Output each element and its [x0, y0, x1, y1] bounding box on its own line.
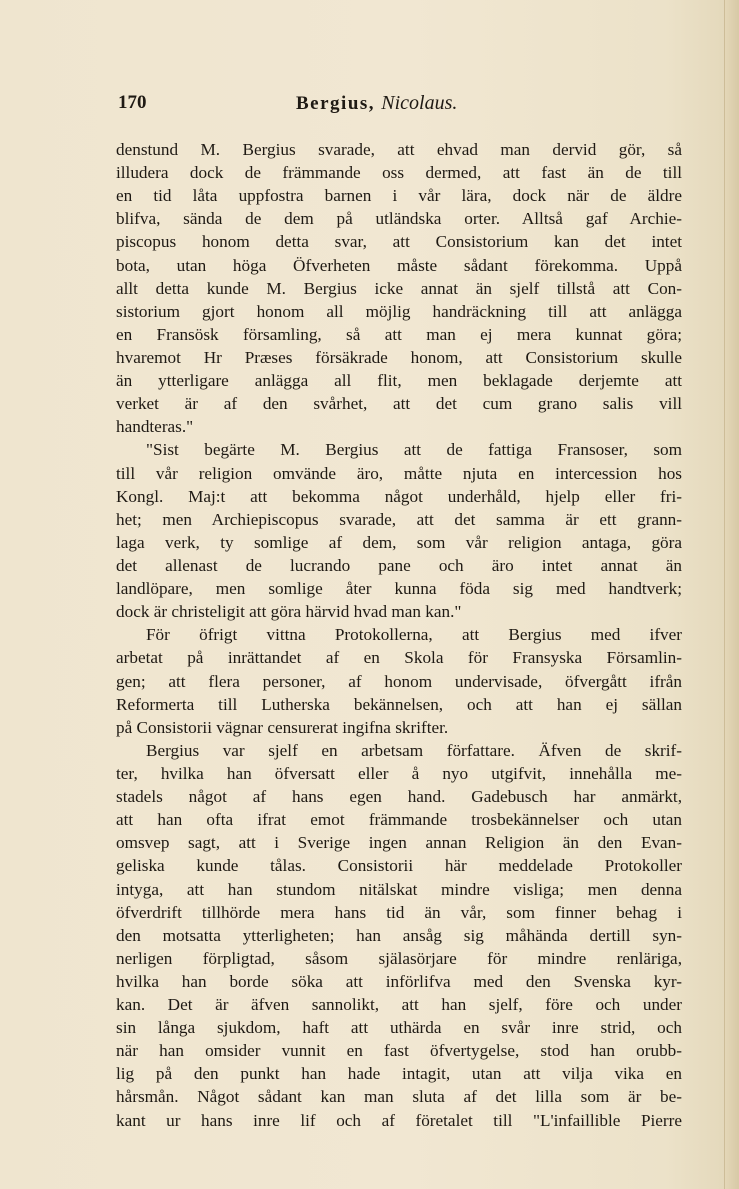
- text-line: hvaremot Hr Præses försäkrade honom, att Consistorium skulle: [116, 347, 682, 367]
- text-line: när han omsider vunnit en fast öfvertygelse, stod han orubb-: [116, 1041, 682, 1061]
- text-line: illudera dock de främmande oss dermed, att fast än de till: [116, 163, 682, 183]
- text-line: sin långa sjukdom, haft att uthärda en svår inre strid, och: [116, 1018, 682, 1038]
- text-line: Kongl. Maj:t att bekomma något underhåld, hjelp eller fri-: [116, 486, 682, 506]
- text-line: landlöpare, men somlige åter kunna föda sig med handtverk;: [116, 579, 682, 599]
- text-line: lig på den punkt han hade intagit, utan att vilja vika en: [116, 1064, 682, 1084]
- text-line: gen; att flera personer, af honom undervisade, öfvergått ifrån: [116, 671, 682, 691]
- text-line: denstund M. Bergius svarade, att ehvad man dervid gör, så: [116, 140, 682, 159]
- text-line: omsvep sagt, att i Sverige ingen annan Religion än den Evan-: [116, 833, 682, 853]
- text-line: "Sist begärte M. Bergius att de fattiga Fransoser, som: [146, 440, 682, 460]
- text-line: kan. Det är äfven sannolikt, att han sjelf, före och under: [116, 995, 682, 1015]
- text-line: hårsmån. Något sådant kan man sluta af det lilla som är be-: [116, 1087, 682, 1107]
- text-line: än ytterligare anlägga all flit, men beklagade derjemte att: [116, 371, 682, 391]
- text-line: öfverdrift tillhörde mera hans tid än vår, som finner behag i: [116, 902, 682, 922]
- text-line: att han ofta ifrat emot främmande trosbekännelser och utan: [116, 810, 682, 830]
- text-line: kant ur hans inre lif och af företalet till "L'infaillible Pierre: [116, 1110, 682, 1130]
- text-line: intyga, att han stundom nitälskat mindre visliga; men denna: [116, 879, 682, 899]
- page-number: 170: [118, 92, 147, 113]
- text-line: hvilka han borde söka att införlifva med den Svenska kyr-: [116, 971, 682, 991]
- text-line: det allenast de lucrando pane och äro intet annat än: [116, 555, 682, 575]
- text-line: blifva, sända de dem på utländska orter. Alltså gaf Archie-: [116, 209, 682, 229]
- running-head-name: Nicolaus.: [381, 92, 458, 114]
- text-line: stadels något af hans egen hand. Gadebusch har anmärkt,: [116, 787, 682, 807]
- text-line: arbetat på inrättandet af en Skola för Fransyska Församlin-: [116, 648, 682, 668]
- text-line: en tid låta uppfostra barnen i vår lära, dock när de äldre: [116, 186, 682, 206]
- text-line: Reformerta till Lutherska bekännelsen, och att han ej sällan: [116, 694, 682, 714]
- text-line: För öfrigt vittna Protokollerna, att Bergius med ifver: [146, 625, 682, 645]
- text-line: bota, utan höga Öfverheten måste sådant förekomma. Uppå: [116, 255, 682, 275]
- text-line: handteras.": [116, 417, 194, 437]
- body-text: [116, 138, 682, 1132]
- page-header: [118, 92, 518, 122]
- text-line: ter, hvilka han öfversatt eller å nyo utgifvit, innehålla me-: [116, 763, 682, 783]
- text-line: laga verk, ty somlige af dem, som vår religion antaga, göra: [116, 532, 682, 552]
- text-line: verket är af den svårhet, att det cum grano salis vill: [116, 394, 682, 414]
- text-line: på Consistorii vägnar censurerat ingifna skrifter.: [116, 717, 449, 737]
- running-head-author: Bergius,: [296, 93, 376, 114]
- text-line: den motsatta ytterligheten; han ansåg sig måhända dertill syn-: [116, 925, 682, 945]
- text-line: en Fransösk församling, så att man ej mera kunnat göra;: [116, 324, 682, 344]
- text-line: nerligen förpligtad, såsom själasörjare för mindre renläriga,: [116, 948, 682, 968]
- text-line: till vår religion omvände äro, måtte njuta en intercession hos: [116, 463, 682, 483]
- text-line: piscopus honom detta svar, att Consistorium kan det intet: [116, 232, 682, 252]
- text-line: Bergius var sjelf en arbetsam författare. Äfven de skrif-: [146, 740, 682, 760]
- text-line: allt detta kunde M. Bergius icke annat än sjelf tillstå att Con-: [116, 278, 682, 298]
- text-line: dock är christeligit att göra härvid hvad man kan.": [116, 602, 462, 622]
- text-line: geliska kunde tålas. Consistorii här meddelade Protokoller: [116, 856, 682, 876]
- page-edge: [724, 0, 739, 1189]
- text-line: het; men Archiepiscopus svarade, att det samma är ett grann-: [116, 509, 682, 529]
- running-head: [296, 92, 457, 115]
- text-line: sistorium gjort honom all möjlig handräckning till att anlägga: [116, 301, 682, 321]
